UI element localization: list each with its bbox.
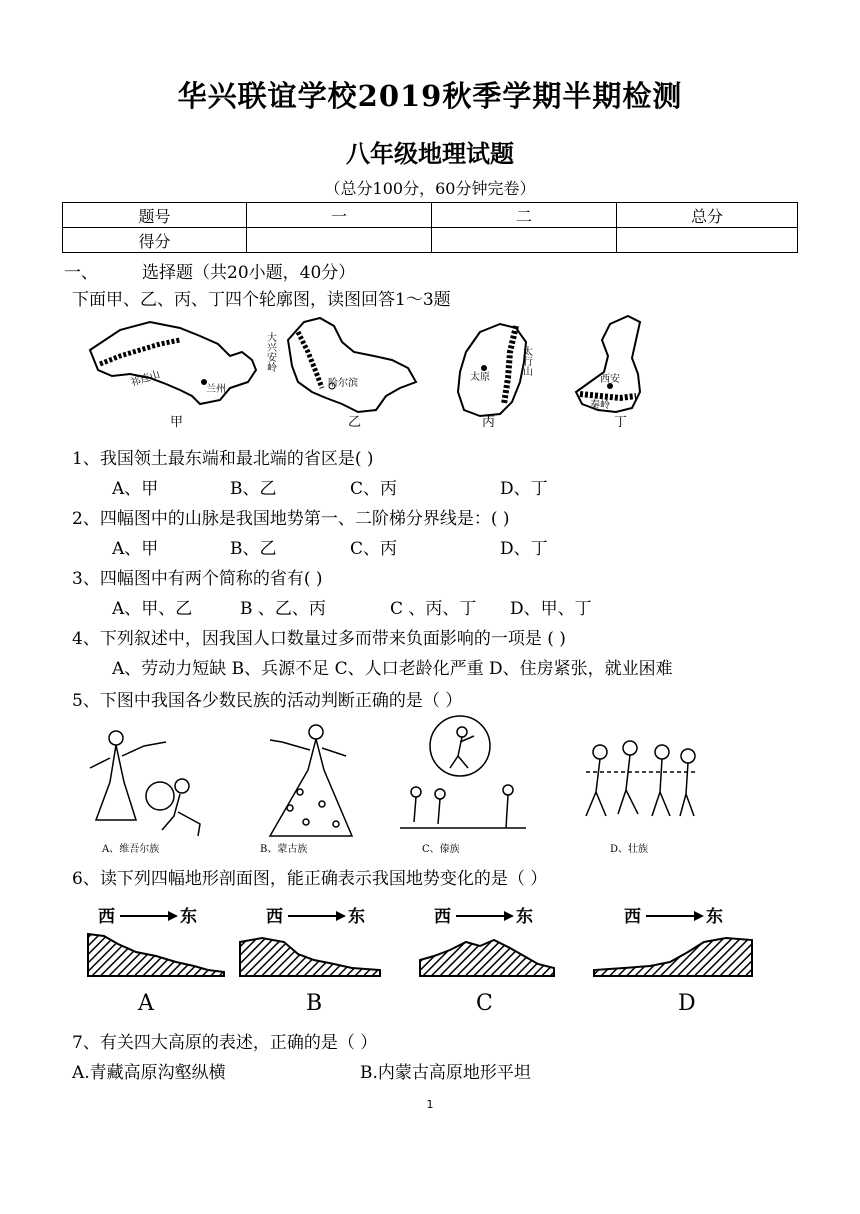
map-mountain-bing: 太行山: [520, 346, 532, 376]
q2-option-d[interactable]: D、丁: [500, 539, 548, 559]
q1-option-a[interactable]: A、甲: [112, 479, 159, 499]
table-cell: 得分: [63, 228, 247, 253]
map-jia: [90, 322, 256, 430]
west-label: 西: [266, 907, 283, 927]
map-yi: [265, 318, 417, 430]
score-table-row: [63, 228, 798, 253]
exam-note: （总分100分，60分钟完卷）: [324, 179, 536, 198]
direction-arrows: [98, 906, 723, 927]
q2-option-b[interactable]: B、乙: [230, 539, 277, 559]
score-input-cell[interactable]: [617, 228, 798, 253]
map-ding: [576, 316, 640, 430]
outline-maps-figure: [80, 312, 660, 432]
map-mountain-jia: 祁连山: [129, 369, 162, 389]
q3-option-a[interactable]: A、甲、乙: [112, 599, 193, 619]
map-label-ding: 丁: [614, 415, 628, 430]
terrain-profiles-figure: [84, 898, 764, 1018]
profile-d: [594, 938, 752, 976]
q2-option-a[interactable]: A、甲: [112, 539, 159, 559]
map-mountain-yi: 大兴安岭: [264, 332, 276, 372]
profile-label-a: A: [138, 991, 154, 1016]
exam-title: 华兴联谊学校2019秋季学期半期检测: [177, 79, 683, 113]
caption-c: C、傣族: [422, 844, 460, 855]
illustration-a: [90, 731, 200, 836]
section-intro: 下面甲、乙、丙、丁四个轮廓图，读图回答1～3题: [72, 290, 451, 310]
map-city-jia: 兰州: [206, 384, 226, 395]
exam-subtitle: 八年级地理试题: [346, 139, 514, 168]
caption-a: A、维吾尔族: [102, 844, 160, 855]
question-6: 6、读下列四幅地形剖面图，能正确表示我国地势变化的是（ ）: [72, 869, 548, 889]
table-cell: 题号: [63, 203, 247, 228]
caption-d: D、壮族: [610, 844, 649, 855]
east-label: 东: [516, 907, 533, 927]
map-city-bing: 太原: [470, 372, 490, 383]
question-3: 3、四幅图中有两个简称的省有( ): [72, 569, 323, 589]
east-label: 东: [348, 907, 365, 927]
map-city-yi: 哈尔滨: [328, 378, 358, 389]
illustration-d: [586, 741, 696, 816]
profile-label-c: C: [476, 991, 493, 1016]
question-7: 7、有关四大高原的表述，正确的是（ ）: [72, 1033, 378, 1053]
page-number: 1: [426, 1098, 434, 1111]
profile-label-d: D: [678, 991, 696, 1016]
question-2: 2、四幅图中的山脉是我国地势第一、二阶梯分界线是：( ): [72, 509, 510, 529]
question-4: 4、下列叙述中，因我国人口数量过多而带来负面影响的一项是 ( ): [72, 629, 566, 649]
west-label: 西: [434, 907, 451, 927]
illustration-c: [400, 716, 526, 828]
question-1: 1、我国领土最东端和最北端的省区是( ): [72, 449, 374, 469]
q7-option-b[interactable]: B.内蒙古高原地形平坦: [360, 1063, 531, 1083]
map-label-yi: 乙: [348, 415, 362, 430]
q1-option-d[interactable]: D、丁: [500, 479, 548, 499]
profile-a: [88, 934, 224, 976]
map-label-bing: 丙: [482, 415, 496, 430]
score-table: [62, 202, 798, 253]
score-input-cell[interactable]: [247, 228, 432, 253]
table-cell: 二: [432, 203, 617, 228]
q1-option-c[interactable]: C、丙: [350, 479, 398, 499]
map-city-ding: 西安: [600, 374, 620, 385]
question-5: 5、下图中我国各少数民族的活动判断正确的是（ ）: [72, 691, 463, 711]
q3-option-b[interactable]: B 、乙、丙: [240, 599, 326, 619]
table-cell: 一: [247, 203, 432, 228]
map-mountain-ding: 秦岭: [590, 400, 610, 411]
profile-label-b: B: [306, 991, 323, 1016]
q7-option-a[interactable]: A.青藏高原沟壑纵横: [72, 1063, 226, 1083]
caption-b: B、蒙古族: [260, 844, 308, 855]
section-number: 一、: [64, 263, 98, 283]
west-label: 西: [624, 907, 641, 927]
east-label: 东: [180, 907, 197, 927]
section-heading: 选择题（共20小题，40分）: [142, 263, 356, 283]
q4-options[interactable]: A、劳动力短缺 B、兵源不足 C、人口老龄化严重 D、住房紧张，就业困难: [112, 659, 673, 679]
illustration-b: [270, 725, 352, 836]
q1-option-b[interactable]: B、乙: [230, 479, 277, 499]
profile-b: [240, 938, 380, 976]
west-label: 西: [98, 907, 115, 927]
map-label-jia: 甲: [170, 415, 184, 430]
ethnic-activities-figure: [70, 712, 710, 858]
q3-option-c[interactable]: C 、丙、丁: [390, 599, 477, 619]
table-cell: 总分: [617, 203, 798, 228]
profile-c: [420, 940, 554, 976]
map-bing: [458, 324, 533, 430]
q2-option-c[interactable]: C、丙: [350, 539, 398, 559]
east-label: 东: [706, 907, 723, 927]
score-input-cell[interactable]: [432, 228, 617, 253]
score-table-row: [63, 203, 798, 228]
q3-option-d[interactable]: D、甲、丁: [510, 599, 592, 619]
